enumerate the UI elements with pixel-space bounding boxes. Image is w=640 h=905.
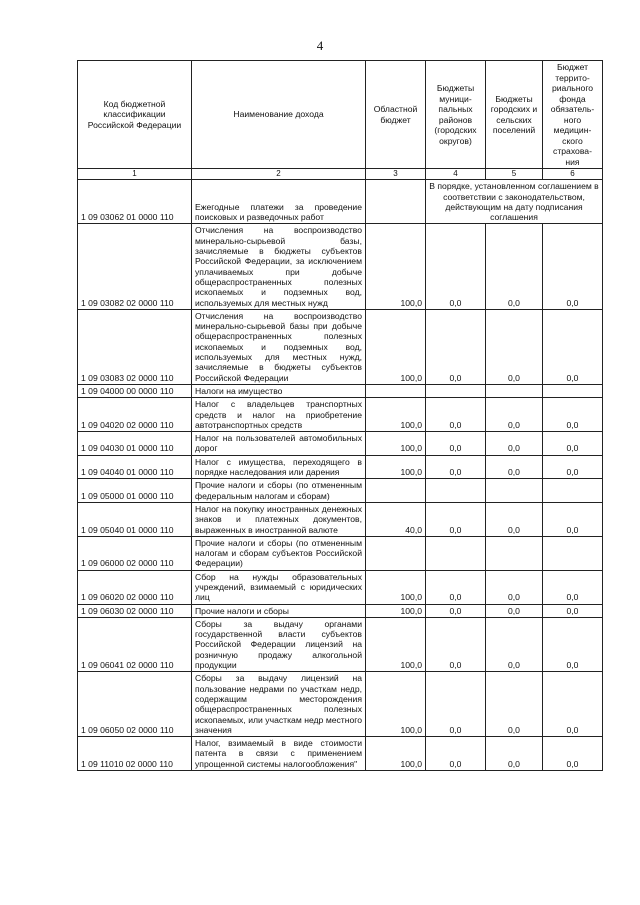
row-value-regional: 100,0 [366,224,426,309]
row-value-municipal: 0,0 [426,455,486,479]
row-value-regional: 100,0 [366,432,426,456]
row-name: Отчисления на воспроизводство минерально-сырьевой базы при добыче общераспространенных полезных ископаемых и подземных вод, используемых для местных нужд, зачисляемые в бюджеты субъектов Российской Федерации [192,309,366,384]
header-medical: Бюджет террито-риального фонда обязатель-ного медицин-ского страхова-ния [543,61,603,169]
row-name: Налог, взимаемый в виде стоимости патента в связи с применением упрощенной системы налогообложения" [192,737,366,771]
row-value-municipal: 0,0 [426,224,486,309]
row-value-regional [366,479,426,503]
row-value-regional [366,536,426,570]
revenue-distribution-table [77,60,603,771]
table-row [78,398,603,432]
column-number: 2 [192,169,366,180]
header-settlements: Бюджеты городских и сельских поселений [486,61,543,169]
row-value-municipal: 0,0 [426,398,486,432]
table-row [78,432,603,456]
row-value-medical: 0,0 [543,502,603,536]
column-number: 6 [543,169,603,180]
row-value-settlements [486,536,543,570]
row-value-medical: 0,0 [543,309,603,384]
table-row [78,479,603,503]
row-name: Налог на пользователей автомобильных дорог [192,432,366,456]
header-name: Наименование дохода [192,61,366,169]
row-value-municipal [426,479,486,503]
row-code: 1 09 03083 02 0000 110 [78,309,192,384]
header-code: Код бюджетной классификации Российской Федерации [78,61,192,169]
header-municipal: Бюджеты муници-пальных районов (городских округов) [426,61,486,169]
row-value-settlements: 0,0 [486,570,543,604]
row-value-settlements: 0,0 [486,502,543,536]
row-name: Налоги на имущество [192,384,366,397]
row-value-regional: 100,0 [366,672,426,737]
row-value-settlements: 0,0 [486,224,543,309]
header-row [78,61,603,169]
column-number: 3 [366,169,426,180]
row-name: Прочие налоги и сборы (по отмененным налогам и сборам субъектов Российской Федерации) [192,536,366,570]
row-value-municipal: 0,0 [426,737,486,771]
row-value-medical [543,536,603,570]
page-number: 4 [316,38,324,53]
row-value-settlements: 0,0 [486,398,543,432]
row-name: Прочие налоги и сборы (по отмененным федеральным налогам и сборам) [192,479,366,503]
row-value-medical: 0,0 [543,672,603,737]
row-value-municipal: 0,0 [426,432,486,456]
row-value-municipal: 0,0 [426,617,486,671]
table-row [78,570,603,604]
row-value-settlements [486,479,543,503]
table-row [78,672,603,737]
column-number: 4 [426,169,486,180]
table-row [78,455,603,479]
row-code: 1 09 04040 01 0000 110 [78,455,192,479]
row-merged-note: В порядке, установленном соглашением в соответствии с законодательством, действующим на дату подписания соглашения [426,180,603,224]
row-name: Сборы за выдачу органами государственной власти субъектов Российской Федерации лицензий на розничную продажу алкогольной продукции [192,617,366,671]
row-code: 1 09 06041 02 0000 110 [78,617,192,671]
row-value-settlements: 0,0 [486,737,543,771]
row-code: 1 09 03082 02 0000 110 [78,224,192,309]
row-code: 1 09 05000 01 0000 110 [78,479,192,503]
column-number: 5 [486,169,543,180]
row-value-regional: 100,0 [366,309,426,384]
column-number: 1 [78,169,192,180]
row-name: Налог с имущества, переходящего в порядке наследования или дарения [192,455,366,479]
row-value-medical: 0,0 [543,455,603,479]
row-value-settlements [486,384,543,397]
row-value-medical: 0,0 [543,737,603,771]
row-code: 1 09 06020 02 0000 110 [78,570,192,604]
row-code: 1 09 03062 01 0000 110 [78,180,192,224]
row-value-regional: 100,0 [366,398,426,432]
row-value-regional: 100,0 [366,570,426,604]
row-value-medical: 0,0 [543,398,603,432]
row-value-settlements: 0,0 [486,455,543,479]
row-code: 1 09 04000 00 0000 110 [78,384,192,397]
row-value-settlements: 0,0 [486,672,543,737]
row-code: 1 09 04030 01 0000 110 [78,432,192,456]
row-value-municipal: 0,0 [426,570,486,604]
header-regional: Областной бюджет [366,61,426,169]
row-value-regional: 100,0 [366,617,426,671]
row-value-settlements: 0,0 [486,309,543,384]
row-value-medical: 0,0 [543,604,603,617]
row-name: Сбор на нужды образовательных учреждений, взимаемый с юридических лиц [192,570,366,604]
row-code: 1 09 06030 02 0000 110 [78,604,192,617]
row-value-medical [543,384,603,397]
row-value-medical [543,479,603,503]
row-value-medical: 0,0 [543,432,603,456]
table-row [78,617,603,671]
row-value-municipal: 0,0 [426,502,486,536]
row-code: 1 09 11010 02 0000 110 [78,737,192,771]
row-name: Прочие налоги и сборы [192,604,366,617]
row-code: 1 09 04020 02 0000 110 [78,398,192,432]
table-row [78,309,603,384]
row-name: Ежегодные платежи за проведение поисковых и разведочных работ [192,180,366,224]
row-value-regional [366,180,426,224]
row-value-municipal: 0,0 [426,672,486,737]
row-value-settlements: 0,0 [486,604,543,617]
row-value-medical: 0,0 [543,617,603,671]
row-value-medical: 0,0 [543,570,603,604]
row-code: 1 09 06000 02 0000 110 [78,536,192,570]
table-row [78,604,603,617]
column-number-row [78,169,603,180]
row-name: Налог на покупку иностранных денежных знаков и платежных документов, выраженных в иностранной валюте [192,502,366,536]
row-value-municipal: 0,0 [426,309,486,384]
row-value-municipal [426,384,486,397]
table-row [78,384,603,397]
row-name: Отчисления на воспроизводство минерально-сырьевой базы, зачисляемые в бюджеты субъектов Российской Федерации, за исключением уплачиваемых при добыче общераспространенных полезных ископаемых и подземных вод, используемых для местных нужд [192,224,366,309]
row-value-regional: 100,0 [366,455,426,479]
row-value-municipal [426,536,486,570]
row-value-settlements: 0,0 [486,432,543,456]
row-name: Налог с владельцев транспортных средств и налог на приобретение автотранспортных средств [192,398,366,432]
row-value-regional [366,384,426,397]
row-value-medical: 0,0 [543,224,603,309]
row-code: 1 09 06050 02 0000 110 [78,672,192,737]
row-value-regional: 100,0 [366,604,426,617]
row-value-municipal: 0,0 [426,604,486,617]
table-row [78,180,603,224]
row-value-regional: 100,0 [366,737,426,771]
row-value-settlements: 0,0 [486,617,543,671]
row-name: Сборы за выдачу лицензий на пользование недрами по участкам недр, содержащим месторождения общераспространенных полезных ископаемых, или участкам недр местного значения [192,672,366,737]
row-code: 1 09 05040 01 0000 110 [78,502,192,536]
table-row [78,224,603,309]
table-row [78,737,603,771]
table-row [78,502,603,536]
table-row [78,536,603,570]
row-value-regional: 40,0 [366,502,426,536]
